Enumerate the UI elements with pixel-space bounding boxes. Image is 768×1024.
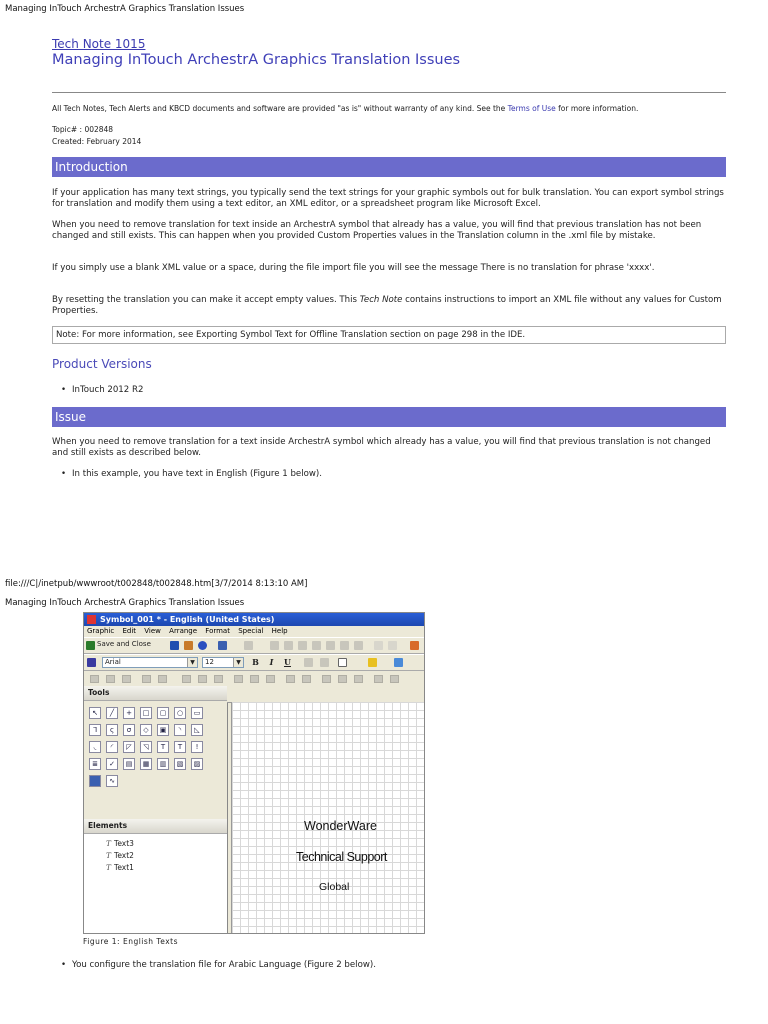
menu-format[interactable]: Format bbox=[205, 627, 230, 635]
drawing-canvas[interactable] bbox=[231, 702, 425, 934]
page-setup-icon[interactable] bbox=[388, 641, 397, 650]
arrange-icon[interactable] bbox=[90, 675, 99, 683]
tools-header: Tools bbox=[84, 686, 227, 701]
closed-curve-tool-icon[interactable]: σ bbox=[123, 724, 135, 736]
find-icon[interactable] bbox=[354, 641, 363, 650]
ide-menu-bar bbox=[84, 626, 424, 637]
product-version-item: • InTouch 2012 R2 bbox=[72, 385, 143, 395]
element-label: Text2 bbox=[114, 851, 134, 860]
underline-button[interactable]: U bbox=[284, 657, 291, 667]
tools-palette bbox=[84, 701, 227, 819]
ellipse-tool-icon[interactable]: ○ bbox=[174, 707, 186, 719]
ide-title-bar bbox=[84, 613, 424, 626]
align-icon[interactable] bbox=[302, 675, 311, 683]
arrange-icon[interactable] bbox=[142, 675, 151, 683]
ide-screenshot bbox=[83, 612, 425, 934]
text-element-icon: T bbox=[106, 863, 112, 872]
delete-icon[interactable] bbox=[312, 641, 321, 650]
save-and-close-button[interactable]: Save and Close bbox=[97, 640, 151, 648]
issue-paragraph: When you need to remove translation for a text inside ArchestrA symbol which already has a value, you will find that previous translation is not changed and still exists as described below. bbox=[52, 437, 711, 458]
line-color-icon[interactable] bbox=[368, 658, 377, 667]
distribute-icon[interactable] bbox=[338, 675, 347, 683]
created-date: Created: February 2014 bbox=[52, 137, 142, 146]
app-icon bbox=[87, 615, 96, 624]
page-icon[interactable] bbox=[374, 641, 383, 650]
checkbox-tool-icon[interactable]: ✓ bbox=[106, 758, 118, 770]
chevron-down-icon[interactable]: ▼ bbox=[187, 658, 197, 667]
help-icon[interactable] bbox=[198, 641, 207, 650]
hv-line-tool-icon[interactable]: + bbox=[123, 707, 135, 719]
section-issue: Issue bbox=[52, 407, 726, 427]
ide-title-text: Symbol_001 * - English (United States) bbox=[100, 615, 275, 624]
distribute-icon[interactable] bbox=[322, 675, 331, 683]
rectangle-tool-icon[interactable]: □ bbox=[140, 707, 152, 719]
disclaimer-text: All Tech Notes, Tech Alerts and KBCD documents and software are provided "as is" without warranty of any kind. See the bbox=[52, 104, 508, 113]
element-label: Text1 bbox=[114, 863, 134, 872]
rounded-rect-tool-icon[interactable]: ▢ bbox=[157, 707, 169, 719]
format-painter-icon[interactable] bbox=[340, 641, 349, 650]
edit-icon[interactable] bbox=[184, 641, 193, 650]
font-size: 12 bbox=[205, 658, 214, 666]
align-icon[interactable] bbox=[266, 675, 275, 683]
arrange-icon[interactable] bbox=[158, 675, 167, 683]
fill-color-icon[interactable] bbox=[394, 658, 403, 667]
duplicate-icon[interactable] bbox=[326, 641, 335, 650]
listbox-tool-icon[interactable]: ▧ bbox=[174, 758, 186, 770]
polyline-tool-icon[interactable]: ᒣ bbox=[89, 724, 101, 736]
terms-of-use-link[interactable]: Terms of Use bbox=[507, 104, 556, 113]
font-combo[interactable] bbox=[102, 657, 198, 668]
menu-arrange[interactable]: Arrange bbox=[169, 627, 198, 635]
align-icon[interactable] bbox=[198, 675, 207, 683]
product-versions-heading: Product Versions bbox=[52, 357, 152, 371]
canvas-text-global[interactable]: Global bbox=[319, 881, 350, 893]
footer-file-path: file:///C|/inetpub/wwwroot/t002848/t002848.htm[3/7/2014 8:13:10 AM] bbox=[5, 579, 308, 589]
doc-title: Managing InTouch ArchestrA Graphics Translation Issues bbox=[52, 52, 461, 68]
intro-paragraph-2: When you need to remove translation for text inside an ArchestrA symbol that already has a value, you will find that previous translation has not been changed and still exists. This can happen when you provided Custom Properties values in the Translation column in the .xml file by mistake. bbox=[52, 220, 702, 241]
toolbar-format bbox=[84, 654, 424, 671]
undo-icon[interactable] bbox=[218, 641, 227, 650]
tools-icon[interactable] bbox=[410, 641, 419, 650]
toolbar-main bbox=[84, 637, 424, 654]
distribute-icon[interactable] bbox=[390, 675, 399, 683]
section-introduction: Introduction bbox=[52, 157, 726, 177]
italic-button[interactable]: I bbox=[269, 657, 274, 667]
distribute-icon[interactable] bbox=[354, 675, 363, 683]
datetime-tool-icon[interactable]: ▥ bbox=[157, 758, 169, 770]
element-item-text3[interactable] bbox=[106, 839, 134, 848]
canvas-text-wonderware[interactable]: WonderWare bbox=[304, 819, 377, 833]
curve-tool-icon[interactable]: ς bbox=[106, 724, 118, 736]
grow-font-icon[interactable] bbox=[304, 658, 313, 667]
left-panel bbox=[84, 686, 228, 934]
chord2-tool-icon[interactable]: ◹ bbox=[140, 741, 152, 753]
paste-icon[interactable] bbox=[298, 641, 307, 650]
button-tool-icon[interactable]: ▭ bbox=[191, 707, 203, 719]
intro-paragraph-4 bbox=[52, 295, 726, 316]
align-icon[interactable] bbox=[214, 675, 223, 683]
figure-caption: Figure 1: English Texts bbox=[83, 937, 179, 946]
menu-view[interactable]: View bbox=[144, 627, 161, 635]
header-divider bbox=[52, 92, 726, 93]
arc2-tool-icon[interactable]: ◜ bbox=[106, 741, 118, 753]
chevron-down-icon[interactable]: ▼ bbox=[233, 658, 243, 667]
topic-number: Topic# : 002848 bbox=[52, 125, 114, 134]
distribute-icon[interactable] bbox=[374, 675, 383, 683]
element-label: Text3 bbox=[114, 839, 134, 848]
menu-help[interactable]: Help bbox=[271, 627, 288, 635]
tech-note-link[interactable]: Tech Note 1015 bbox=[52, 37, 146, 51]
arc-tool-icon[interactable]: ◝ bbox=[174, 724, 186, 736]
calendar-tool-icon[interactable]: ▦ bbox=[140, 758, 152, 770]
save-close-icon bbox=[86, 641, 95, 650]
reset-text-end: contains instructions to import an XML file without any values for Custom Properties. bbox=[52, 295, 722, 316]
page-header: Managing InTouch ArchestrA Graphics Translation Issues bbox=[5, 4, 245, 14]
element-item-text2[interactable] bbox=[106, 851, 134, 860]
arrange-icon[interactable] bbox=[106, 675, 115, 683]
list-tool-icon[interactable]: ≣ bbox=[89, 758, 101, 770]
align-icon[interactable] bbox=[250, 675, 259, 683]
font-size-combo[interactable] bbox=[202, 657, 244, 668]
chord-tool-icon[interactable]: ◟ bbox=[89, 741, 101, 753]
disclaimer-text-end: for more information. bbox=[555, 104, 639, 113]
align-icon[interactable] bbox=[182, 675, 191, 683]
menu-graphic[interactable]: Graphic bbox=[87, 627, 115, 635]
combo-tool-icon[interactable]: ▤ bbox=[123, 758, 135, 770]
textbox-tool-icon[interactable]: T bbox=[174, 741, 186, 753]
intro-paragraph-3: If you simply use a blank XML value or a space, during the file import file you will see the message There is no translation for phrase 'xxxx'. bbox=[52, 263, 655, 273]
elements-tree bbox=[84, 834, 227, 934]
shrink-font-icon[interactable] bbox=[320, 658, 329, 667]
pointer-tool-icon[interactable]: ↖ bbox=[89, 707, 101, 719]
intro-paragraph-1: If your application has many text strings, you typically send the text strings for your graphic symbols out for bulk translation. You can export symbol strings for translation and modify them using a text editor, an XML editor, or a spreadsheet program like Microsoft Excel. bbox=[52, 188, 724, 209]
canvas-text-technical-support[interactable]: Technical Support bbox=[296, 850, 387, 864]
image-tool-icon[interactable]: ▣ bbox=[157, 724, 169, 736]
trend-tool-icon[interactable]: ∿ bbox=[106, 775, 118, 787]
arrange-icon[interactable] bbox=[122, 675, 131, 683]
menu-special[interactable]: Special bbox=[238, 627, 264, 635]
arabic-config-bullet: • You configure the translation file for Arabic Language (Figure 2 below). bbox=[72, 960, 376, 970]
text-tool-icon[interactable]: T bbox=[157, 741, 169, 753]
font-name: Arial bbox=[105, 658, 121, 666]
issue-bullet-1: • In this example, you have text in English (Figure 1 below). bbox=[72, 469, 322, 479]
page-header-2: Managing InTouch ArchestrA Graphics Translation Issues bbox=[5, 598, 245, 608]
elements-header: Elements bbox=[84, 819, 227, 834]
polygon-tool-icon[interactable]: ◇ bbox=[140, 724, 152, 736]
pie2-tool-icon[interactable]: ◸ bbox=[123, 741, 135, 753]
status-tool-icon[interactable]: ! bbox=[191, 741, 203, 753]
radio-tool-icon[interactable] bbox=[89, 775, 101, 787]
canvas-ruler bbox=[227, 686, 425, 703]
disclaimer bbox=[52, 104, 638, 113]
font-icon bbox=[87, 658, 96, 667]
tech-note-emphasis: Tech Note bbox=[359, 295, 403, 305]
copy-icon[interactable] bbox=[284, 641, 293, 650]
cut-icon[interactable] bbox=[270, 641, 279, 650]
text-element-icon: T bbox=[106, 851, 112, 860]
editbox-tool-icon[interactable]: ▨ bbox=[191, 758, 203, 770]
redo-icon[interactable] bbox=[244, 641, 253, 650]
bold-button[interactable]: B bbox=[252, 657, 259, 667]
pie-tool-icon[interactable]: ◺ bbox=[191, 724, 203, 736]
line-style-icon[interactable] bbox=[338, 658, 347, 667]
align-icon[interactable] bbox=[234, 675, 243, 683]
menu-edit[interactable]: Edit bbox=[122, 627, 137, 635]
line-tool-icon[interactable]: ╱ bbox=[106, 707, 118, 719]
element-item-text1[interactable] bbox=[106, 863, 134, 872]
text-element-icon: T bbox=[106, 839, 112, 848]
save-icon[interactable] bbox=[170, 641, 179, 650]
align-icon[interactable] bbox=[286, 675, 295, 683]
note-box: Note: For more information, see Exporting Symbol Text for Offline Translation section on page 298 in the IDE. bbox=[52, 326, 726, 344]
reset-text: By resetting the translation you can make it accept empty values. This bbox=[52, 295, 360, 305]
